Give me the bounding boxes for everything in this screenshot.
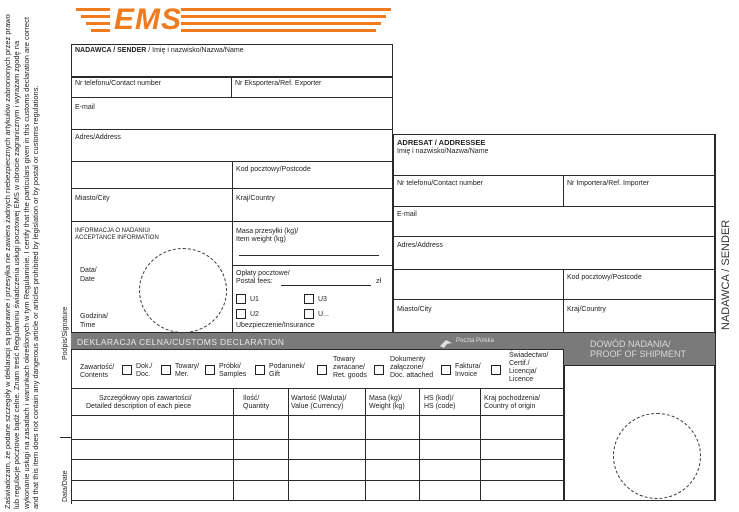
- sender-email-label: E-mail: [75, 104, 95, 111]
- side-sender-label: NADAWCA / SENDER: [720, 219, 732, 330]
- fees-currency: zł: [376, 278, 382, 285]
- u1-label: U1: [250, 296, 259, 303]
- table-row-line: [72, 415, 563, 416]
- col-hs-2: HS (code): [424, 403, 456, 410]
- contents-samples-checkbox[interactable]: [205, 365, 215, 375]
- addressee-email-label: E-mail: [397, 211, 417, 218]
- sender-country-label: Kraj/Country: [236, 195, 275, 202]
- sender-phone-field[interactable]: [71, 77, 232, 98]
- contents-row: [71, 349, 564, 389]
- col-sep: [419, 389, 420, 501]
- contents-returned-2: zwracane/: [333, 364, 365, 371]
- sender-exporter-field[interactable]: [231, 77, 393, 98]
- contents-licence-2: Certif./: [509, 360, 530, 367]
- customs-declaration-title: DEKLARACJA CELNA/CUSTOMS DECLARATION: [77, 337, 285, 347]
- u3-checkbox[interactable]: [304, 294, 314, 304]
- contents-label-2: Contents: [80, 372, 109, 379]
- addressee-address-line2[interactable]: [393, 269, 564, 300]
- contents-mer-2: Mer.: [175, 371, 189, 378]
- col-weight-2: Weight (kg): [369, 403, 405, 410]
- contents-doc-2: Doc.: [136, 371, 151, 378]
- col-desc-1: Szczegółowy opis zawartości/: [99, 395, 192, 402]
- weight-line: [239, 255, 379, 256]
- proof-2: PROOF OF SHIPMENT: [590, 349, 687, 359]
- acceptance-date-2: Date: [80, 276, 95, 283]
- sender-exporter-label: Nr Eksportera/Ref. Exporter: [235, 80, 322, 87]
- sender-address-line2[interactable]: [71, 161, 233, 189]
- col-hs-1: HS (kod)/: [424, 395, 454, 402]
- u2-checkbox[interactable]: [236, 309, 246, 319]
- contents-licence-1: Świadectwo/: [509, 352, 549, 359]
- addressee-postcode-field[interactable]: [563, 269, 715, 300]
- col-sep: [288, 389, 289, 501]
- contents-returned-checkbox[interactable]: [317, 365, 327, 375]
- proof-stamp-circle: [613, 413, 701, 499]
- item-weight-field[interactable]: [232, 221, 393, 266]
- contents-returned-3: Ret. goods: [333, 372, 367, 379]
- item-weight-2: Item weight (kg): [236, 236, 286, 243]
- sender-header: NADAWCA / SENDER: [75, 47, 147, 54]
- col-origin-1: Kraj pochodzenia/: [484, 395, 541, 402]
- addressee-address-field[interactable]: [393, 236, 715, 270]
- col-sep: [233, 389, 234, 501]
- addressee-postcode-label: Kod pocztowy/Postcode: [567, 274, 642, 281]
- contents-gift-checkbox[interactable]: [255, 365, 265, 375]
- sender-header-sub: / Imię i nazwisko/Nazwa/Name: [146, 47, 244, 54]
- acceptance-info-box: [71, 221, 233, 333]
- col-sep: [480, 389, 481, 501]
- acceptance-info-1: INFORMACJA O NADANIU/: [75, 228, 151, 234]
- postal-fees-field[interactable]: [232, 265, 393, 333]
- contents-gift-2: Gift: [269, 371, 280, 378]
- date-label: Data/Date: [62, 470, 69, 502]
- proof-of-shipment-box: [564, 365, 715, 501]
- col-qty-1: Ilość/: [243, 395, 260, 402]
- ems-logo-text: EMS: [114, 3, 183, 36]
- col-weight-1: Masa (kg)/: [369, 395, 403, 402]
- insurance-label: Ubezpieczenie/Insurance: [236, 322, 315, 329]
- col-origin-2: Country of origin: [484, 403, 536, 410]
- sender-country-field[interactable]: [232, 188, 393, 222]
- acceptance-time-1[interactable]: Godzina/: [80, 313, 109, 320]
- acceptance-date-1[interactable]: Data/: [80, 267, 97, 274]
- contents-licence-checkbox[interactable]: [491, 365, 501, 375]
- proof-of-shipment-bar: [564, 333, 715, 366]
- sender-phone-label: Nr telefonu/Contact number: [75, 80, 161, 87]
- contents-docs-attached-3: Doc. attached: [390, 372, 434, 379]
- ems-logo: [76, 5, 396, 37]
- sender-city-field[interactable]: [71, 188, 233, 222]
- addressee-country-field[interactable]: [563, 299, 715, 333]
- sender-postcode-label: Kod pocztowy/Postcode: [236, 166, 311, 173]
- addressee-name-field[interactable]: [393, 134, 715, 176]
- col-sep: [365, 389, 366, 501]
- contents-invoice-checkbox[interactable]: [441, 365, 451, 375]
- contents-samples-2: Samples: [219, 371, 247, 378]
- col-value-1: Wartość (Waluta)/: [291, 395, 347, 402]
- col-desc-2: Detailed description of each piece: [86, 403, 192, 410]
- col-qty-2: Quantity: [243, 403, 270, 410]
- item-weight-1: Masa przesyłki (kg)/: [236, 228, 299, 235]
- contents-mer-1: Towary/: [175, 363, 200, 370]
- contents-doc-checkbox[interactable]: [122, 365, 132, 375]
- sender-name-field[interactable]: [71, 44, 393, 77]
- contents-invoice-1: Faktura/: [455, 363, 481, 370]
- table-row-line: [72, 439, 563, 440]
- declaration-text: Zaświadczam, że podane szczegóły w deklaracji są poprawne i przesyłka nie zawiera żadnych niebezpiecznych artykułów zabronionych przez prawo lub regulacje pocztowe bądź celne. Znam treść Regulaminu świadczenia usługi pocztowej EMS w obrocie zagranicznym i wyrażam zgodę na wykonanie usługi na zasadach i warunkach określonych w tym Regulaminie. I certify that the particulars given in this customs declaration are correct and that this item does not contain any dangerous article or articles prohibited by legislation or by postal or customs regulations.: [3, 14, 41, 509]
- addressee-header: ADRESAT / ADDRESSEE: [397, 138, 486, 147]
- sender-address-field[interactable]: [71, 129, 393, 162]
- addressee-city-label: Miasto/City: [397, 306, 432, 313]
- addressee-address-label: Adres/Address: [397, 242, 443, 249]
- contents-docs-attached-checkbox[interactable]: [374, 365, 384, 375]
- addressee-city-field[interactable]: [393, 299, 564, 333]
- table-row-line: [72, 480, 563, 481]
- sender-address-label: Adres/Address: [75, 134, 121, 141]
- u3-label: U3: [318, 296, 327, 303]
- proof-1: DOWÓD NADANIA/: [590, 339, 671, 349]
- table-row-line: [72, 459, 563, 460]
- poczta-polska-label: Poczta Polska: [456, 338, 495, 344]
- contents-samples-1: Próbki/: [219, 363, 241, 370]
- sender-email-field[interactable]: [71, 97, 393, 130]
- u1-checkbox[interactable]: [236, 294, 246, 304]
- contents-docs-attached-1: Dokumenty: [390, 356, 426, 363]
- sender-postcode-field[interactable]: [232, 161, 393, 189]
- contents-docs-attached-2: załączone/: [390, 364, 424, 371]
- contents-mer-checkbox[interactable]: [161, 365, 171, 375]
- addressee-header-sub: Imię i nazwisko/Nazwa/Name: [397, 148, 489, 155]
- contents-gift-1: Podarunek/: [269, 363, 305, 370]
- acceptance-time-2: Time: [80, 322, 96, 329]
- sender-city-label: Miasto/City: [75, 195, 110, 202]
- poczta-polska-icon: [439, 336, 453, 347]
- addressee-importer-label: Nr Importera/Ref. Importer: [567, 180, 650, 187]
- contents-licence-3: Licencja/: [509, 368, 537, 375]
- right-edge-line: [715, 134, 716, 501]
- contents-returned-1: Towary: [333, 356, 356, 363]
- fees-line: [281, 285, 371, 286]
- contents-doc-1: Dok./: [136, 363, 153, 370]
- addressee-importer-field[interactable]: [563, 175, 715, 207]
- col-value-2: Value (Currency): [291, 403, 344, 410]
- u-other-label: U...: [318, 311, 329, 318]
- acceptance-info-2: ACCEPTANCE INFORMATION: [75, 235, 159, 241]
- signature-label: Podpis/Signature: [62, 306, 69, 360]
- addressee-phone-field[interactable]: [393, 175, 564, 207]
- postmark-stamp-circle: [139, 248, 227, 333]
- contents-licence-4: Licence: [509, 376, 534, 383]
- contents-label-1: Zawartość/: [80, 364, 115, 371]
- u2-label: U2: [250, 311, 259, 318]
- addressee-email-field[interactable]: [393, 206, 715, 237]
- addressee-country-label: Kraj/Country: [567, 306, 606, 313]
- customs-items-table: [71, 388, 564, 501]
- postal-fees-2: Postal fees:: [236, 278, 273, 285]
- postal-fees-1: Opłaty pocztowe/: [236, 270, 290, 277]
- addressee-phone-label: Nr telefonu/Contact number: [397, 180, 483, 187]
- contents-invoice-2: Invoice: [455, 371, 478, 378]
- customs-declaration-bar: [71, 333, 564, 350]
- u-other-checkbox[interactable]: [304, 309, 314, 319]
